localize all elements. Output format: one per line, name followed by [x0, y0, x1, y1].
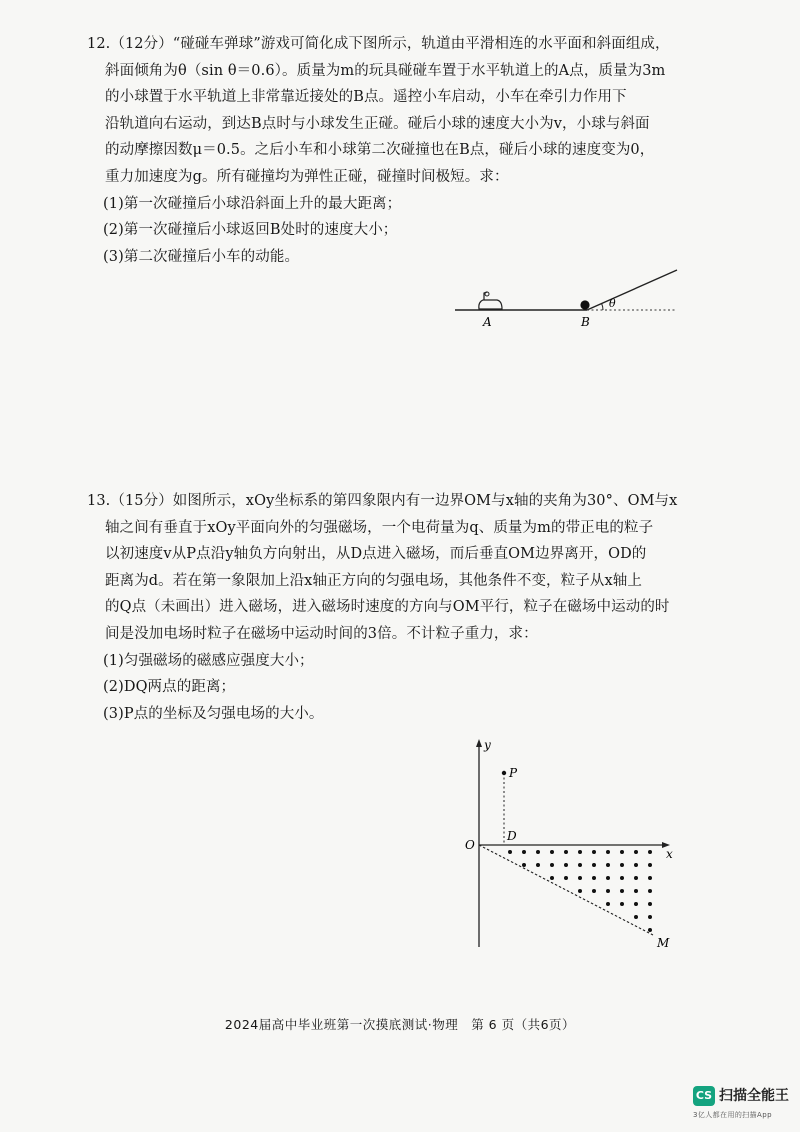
field-dot	[606, 889, 610, 893]
q13-figure	[460, 735, 685, 955]
field-dot	[550, 850, 554, 854]
q13-line-5: 的Q点（未画出）进入磁场，进入磁场时速度的方向与OM平行，粒子在磁场中运动的时	[105, 599, 670, 616]
field-dot	[578, 889, 582, 893]
q12-figure	[445, 262, 690, 332]
field-dot	[648, 915, 652, 919]
field-dot	[648, 902, 652, 906]
field-dot	[592, 850, 596, 854]
q12-line-1: 12.（12分）“碰碰车弹球”游戏可简化成下图所示，轨道由平滑相连的水平面和斜面组成，	[87, 36, 670, 52]
q13-line-3: 以初速度v从P点沿y轴负方向射出，从D点进入磁场，而后垂直OM边界离开，OD的	[105, 546, 647, 563]
field-dot	[648, 863, 652, 867]
incline-track	[587, 270, 677, 310]
field-dot	[578, 850, 582, 854]
field-dot	[648, 889, 652, 893]
field-dot	[620, 863, 624, 867]
field-dot	[634, 889, 638, 893]
field-dot	[592, 863, 596, 867]
q13-part-2: (2)DQ两点的距离；	[103, 679, 236, 696]
q13-part-3: (3)P点的坐标及匀强电场的大小。	[103, 705, 324, 722]
field-dot	[564, 876, 568, 880]
label-B: B	[581, 315, 590, 329]
field-dot	[536, 850, 540, 854]
boundary-OM	[479, 845, 653, 935]
q12-part-2: (2)第一次碰撞后小球返回B处时的速度大小；	[103, 222, 398, 239]
field-dot	[536, 863, 540, 867]
label-A: A	[483, 315, 492, 329]
theta-arc	[602, 304, 603, 311]
field-dot	[620, 902, 624, 906]
field-dot	[522, 850, 526, 854]
field-dot	[606, 902, 610, 906]
question-13	[87, 488, 707, 727]
field-dot	[508, 850, 512, 854]
field-dot	[592, 876, 596, 880]
label-M: M	[657, 936, 670, 950]
label-x: x	[666, 847, 673, 861]
field-dot	[648, 876, 652, 880]
field-dot	[578, 876, 582, 880]
field-dot	[648, 928, 652, 932]
magnetic-field-dots	[508, 850, 652, 932]
q12-line-5: 的动摩擦因数μ＝0.5。之后小车和小球第二次碰撞也在B点，碰后小球的速度变为0，	[105, 142, 655, 159]
field-dot	[550, 876, 554, 880]
field-dot	[592, 889, 596, 893]
field-dot	[648, 850, 652, 854]
q13-part-1: (1)匀强磁场的磁感应强度大小；	[103, 652, 314, 669]
field-dot	[620, 889, 624, 893]
field-dot	[522, 863, 526, 867]
label-P: P	[509, 766, 518, 780]
q12-line-2: 斜面倾角为θ（sin θ＝0.6）。质量为m的玩具碰碰车置于水平轨道上的A点，质量为3m	[105, 62, 666, 79]
q13-line-2: 轴之间有垂直于xOy平面向外的匀强磁场，一个电荷量为q、质量为m的带正电的粒子	[105, 519, 654, 536]
label-y: y	[484, 738, 491, 752]
y-axis-arrow-icon	[476, 739, 482, 747]
q13-line-4: 距离为d。若在第一象限加上沿x轴正方向的匀强电场，其他条件不变，粒子从x轴上	[105, 572, 642, 589]
q12-line-4: 沿轨道向右运动，到达B点时与小球发生正碰。碰后小球的速度大小为v，小球与斜面	[105, 115, 650, 132]
field-dot	[634, 863, 638, 867]
field-dot	[620, 850, 624, 854]
q12-part-1: (1)第一次碰撞后小球沿斜面上升的最大距离；	[103, 195, 402, 212]
ball-icon	[580, 300, 589, 309]
field-dot	[564, 863, 568, 867]
camscanner-logo-icon: CS	[693, 1086, 715, 1106]
field-dot	[620, 876, 624, 880]
question-12	[87, 31, 707, 270]
label-O: O	[465, 838, 475, 852]
q13-line-1: 13.（15分）如图所示，xOy坐标系的第四象限内有一边界OM与x轴的夹角为30°、OM与x	[87, 493, 678, 509]
field-dot	[634, 876, 638, 880]
q12-part-3: (3)第二次碰撞后小车的动能。	[103, 248, 300, 265]
point-P	[502, 771, 506, 775]
q13-line-6: 间是没加电场时粒子在磁场中运动时间的3倍。不计粒子重力，求：	[105, 625, 538, 642]
field-dot	[606, 863, 610, 867]
page-footer: 2024届高中毕业班第一次摸底测试·物理 第 6 页（共6页）	[224, 1017, 576, 1032]
label-D: D	[507, 829, 517, 843]
q12-line-3: 的小球置于水平轨道上非常靠近接处的B点。遥控小车启动，小车在牵引力作用下	[105, 89, 627, 106]
camscanner-tagline: 3亿人都在用的扫描App	[693, 1111, 772, 1119]
field-dot	[564, 850, 568, 854]
q12-line-6: 重力加速度为g。所有碰撞均为弹性正碰，碰撞时间极短。求：	[105, 168, 509, 185]
field-dot	[634, 902, 638, 906]
field-dot	[606, 850, 610, 854]
field-dot	[634, 850, 638, 854]
bumper-car-icon	[479, 292, 502, 309]
field-dot	[578, 863, 582, 867]
field-dot	[606, 876, 610, 880]
camscanner-name: 扫描全能王	[719, 1088, 789, 1104]
field-dot	[550, 863, 554, 867]
label-theta: θ	[609, 297, 616, 310]
field-dot	[634, 915, 638, 919]
